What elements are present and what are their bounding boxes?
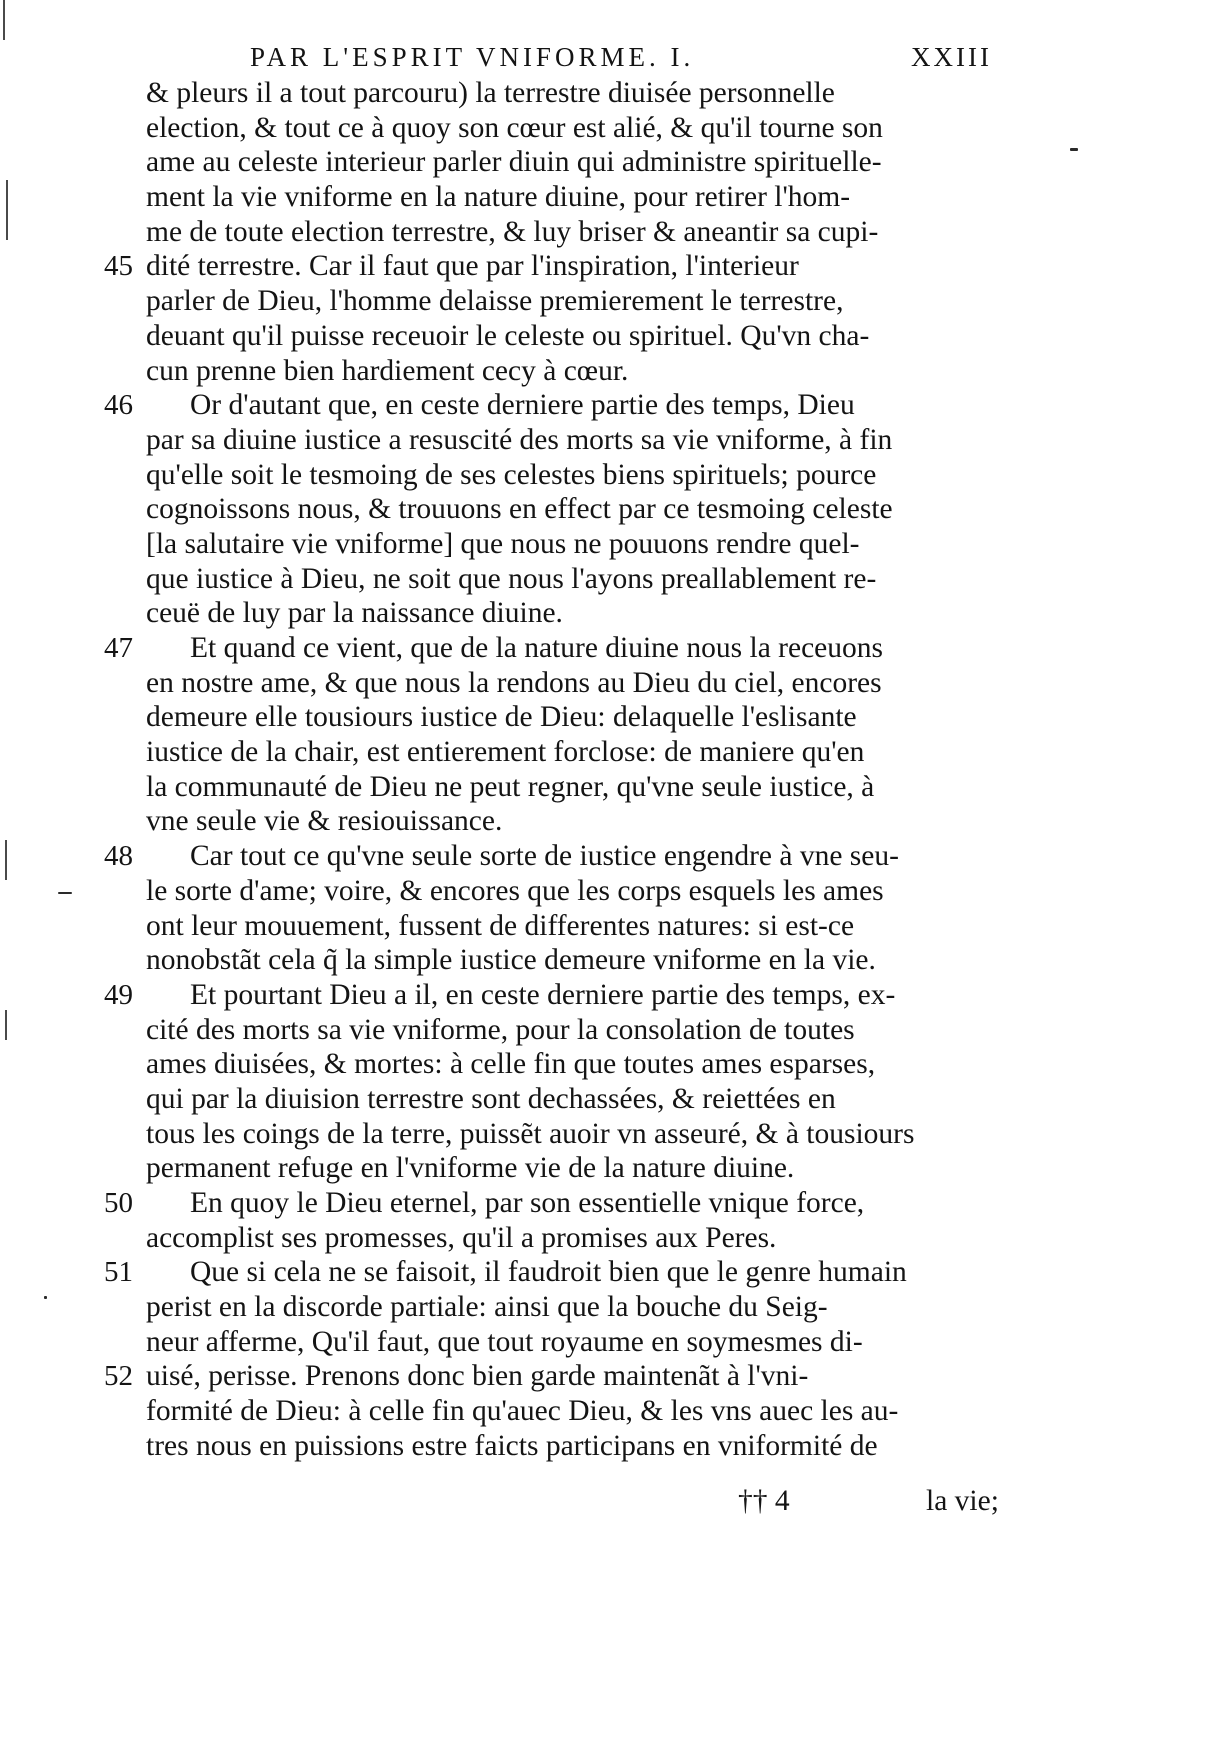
verse-number: 52 <box>104 1360 133 1393</box>
text-line <box>146 354 1006 389</box>
text-line <box>146 111 1006 146</box>
line-text: Et pourtant Dieu a il, en ceste derniere partie des temps, ex- <box>190 978 896 1011</box>
line-text: formité de Dieu: à celle fin qu'auec Dieu, & les vns auec les au- <box>146 1395 899 1428</box>
text-line <box>146 284 1006 319</box>
line-text: permanent refuge en l'vniforme vie de la nature diuine. <box>146 1152 795 1185</box>
line-text: tous les coings de la terre, puissẽt auoir vn asseuré, & à tousiours <box>146 1117 915 1150</box>
line-text: nonobstãt cela q̃ la simple iustice demeure vniforme en la vie. <box>146 944 876 977</box>
text-line <box>104 839 1006 874</box>
body-text <box>104 76 1006 1464</box>
verse-number: 51 <box>104 1256 133 1289</box>
line-text: accomplist ses promesses, qu'il a promises aux Peres. <box>146 1221 777 1254</box>
line-text: demeure elle tousiours iustice de Dieu: delaquelle l'eslisante <box>146 701 857 734</box>
verse-number: 48 <box>104 840 133 873</box>
text-line <box>146 1394 1006 1429</box>
text-line <box>146 180 1006 215</box>
line-text: en nostre ame, & que nous la rendons au Dieu du ciel, encores <box>146 666 882 699</box>
line-text: ame au celeste interieur parler diuin qui administre spirituelle- <box>146 146 882 179</box>
line-text: neur afferme, Qu'il faut, que tout royaume en soymesmes di- <box>146 1325 863 1358</box>
scan-edge-mark <box>5 840 7 880</box>
line-text: cité des morts sa vie vniforme, pour la consolation de toutes <box>146 1013 855 1046</box>
line-text: parler de Dieu, l'homme delaisse premierement le terrestre, <box>146 285 844 318</box>
text-line <box>146 874 1006 909</box>
line-text: cognoissons nous, & trouuons en effect par ce tesmoing celeste <box>146 493 893 526</box>
line-text: [la salutaire vie vniforme] que nous ne pouuons rendre quel- <box>146 527 860 560</box>
line-text: deuant qu'il puisse receuoir le celeste ou spirituel. Qu'vn cha- <box>146 319 870 352</box>
text-line <box>146 562 1006 597</box>
text-line <box>146 319 1006 354</box>
text-line <box>146 458 1006 493</box>
verse-number: 45 <box>104 250 133 283</box>
text-line <box>146 1221 1006 1256</box>
text-line <box>146 1290 1006 1325</box>
text-line <box>104 1359 1006 1394</box>
line-text: uisé, perisse. Prenons donc bien garde maintenãt à l'vni- <box>146 1360 809 1393</box>
line-text: par sa diuine iustice a resuscité des morts sa vie vniforme, à fin <box>146 423 893 456</box>
text-line <box>104 1186 1006 1221</box>
line-text: Et quand ce vient, que de la nature diuine nous la receuons <box>190 632 884 664</box>
line-text: ment la vie vniforme en la nature diuine, pour retirer l'hom- <box>146 181 851 214</box>
text-line <box>146 423 1006 458</box>
scan-edge-mark <box>5 1010 7 1040</box>
line-text: Or d'autant que, en ceste derniere partie des temps, Dieu <box>190 389 855 422</box>
line-text: En quoy le Dieu eternel, par son essentielle vnique force, <box>190 1187 865 1219</box>
text-line <box>146 735 1006 770</box>
line-text: me de toute election terrestre, & luy briser & aneantir sa cupi- <box>146 215 879 248</box>
text-line <box>146 666 1006 701</box>
line-text: la communauté de Dieu ne peut regner, qu'vne seule iustice, à <box>146 770 875 803</box>
verse-number: 47 <box>104 632 133 664</box>
scan-edge-mark <box>6 180 8 240</box>
scan-edge-mark <box>3 0 5 40</box>
text-line <box>104 249 1006 284</box>
text-line <box>146 596 1006 631</box>
text-line <box>146 492 1006 527</box>
stray-mark <box>44 1296 47 1299</box>
text-line <box>146 1429 1006 1464</box>
line-text: le sorte d'ame; voire, & encores que les corps esquels les ames <box>146 874 884 907</box>
text-line <box>146 1117 1006 1152</box>
text-line <box>146 215 1006 250</box>
text-line <box>146 700 1006 735</box>
text-line <box>146 909 1006 944</box>
line-text: Car tout ce qu'vne seule sorte de iustice engendre à vne seu- <box>190 840 899 873</box>
stray-mark <box>58 892 72 894</box>
text-line <box>146 1151 1006 1186</box>
signature-mark: †† 4 <box>738 1485 790 1517</box>
line-text: ont leur mouuement, fussent de differentes natures: si est-ce <box>146 909 855 942</box>
text-line <box>146 1325 1006 1360</box>
stray-mark <box>1070 148 1078 151</box>
text-line <box>146 145 1006 180</box>
text-line <box>146 1047 1006 1082</box>
line-text: perist en la discorde partiale: ainsi que la bouche du Seig- <box>146 1291 828 1324</box>
text-line <box>104 388 1006 423</box>
line-text: dité terrestre. Car il faut que par l'inspiration, l'interieur <box>146 250 799 283</box>
text-line <box>104 978 1006 1013</box>
line-text: tres nous en puissions estre faicts participans en vniformité de <box>146 1429 878 1462</box>
text-line <box>146 943 1006 978</box>
verse-number: 50 <box>104 1187 133 1219</box>
text-line <box>146 1082 1006 1117</box>
running-head-title: PAR L'ESPRIT VNIFORME. I. <box>250 42 695 72</box>
line-text: qui par la diuision terrestre sont dechassées, & reiettées en <box>146 1082 836 1115</box>
text-line <box>146 527 1006 562</box>
line-text: Que si cela ne se faisoit, il faudroit bien que le genre humain <box>190 1256 907 1289</box>
line-text: & pleurs il a tout parcouru) la terrestre diuisée personnelle <box>146 77 835 109</box>
line-text: ceuë de luy par la naissance diuine. <box>146 597 563 630</box>
folio-number: XXIII <box>911 42 992 72</box>
line-text: election, & tout ce à quoy son cœur est alié, & qu'il tourne son <box>146 111 883 144</box>
line-text: ames diuisées, & mortes: à celle fin que toutes ames esparses, <box>146 1048 876 1081</box>
catchword: la vie; <box>926 1485 999 1517</box>
text-line <box>146 804 1006 839</box>
line-text: qu'elle soit le tesmoing de ses celestes biens spirituels; pource <box>146 458 877 491</box>
text-line <box>146 770 1006 805</box>
verse-number: 46 <box>104 389 133 422</box>
verse-number: 49 <box>104 978 133 1011</box>
text-line <box>104 1255 1006 1290</box>
text-line <box>146 1013 1006 1048</box>
text-line <box>146 76 1006 111</box>
line-text: vne seule vie & resiouissance. <box>146 805 503 838</box>
line-text: que iustice à Dieu, ne soit que nous l'ayons preallablement re- <box>146 562 877 595</box>
text-line <box>104 631 1006 666</box>
line-text: cun prenne bien hardiement cecy à cœur. <box>146 354 629 387</box>
line-text: iustice de la chair, est entierement forclose: de maniere qu'en <box>146 736 865 769</box>
